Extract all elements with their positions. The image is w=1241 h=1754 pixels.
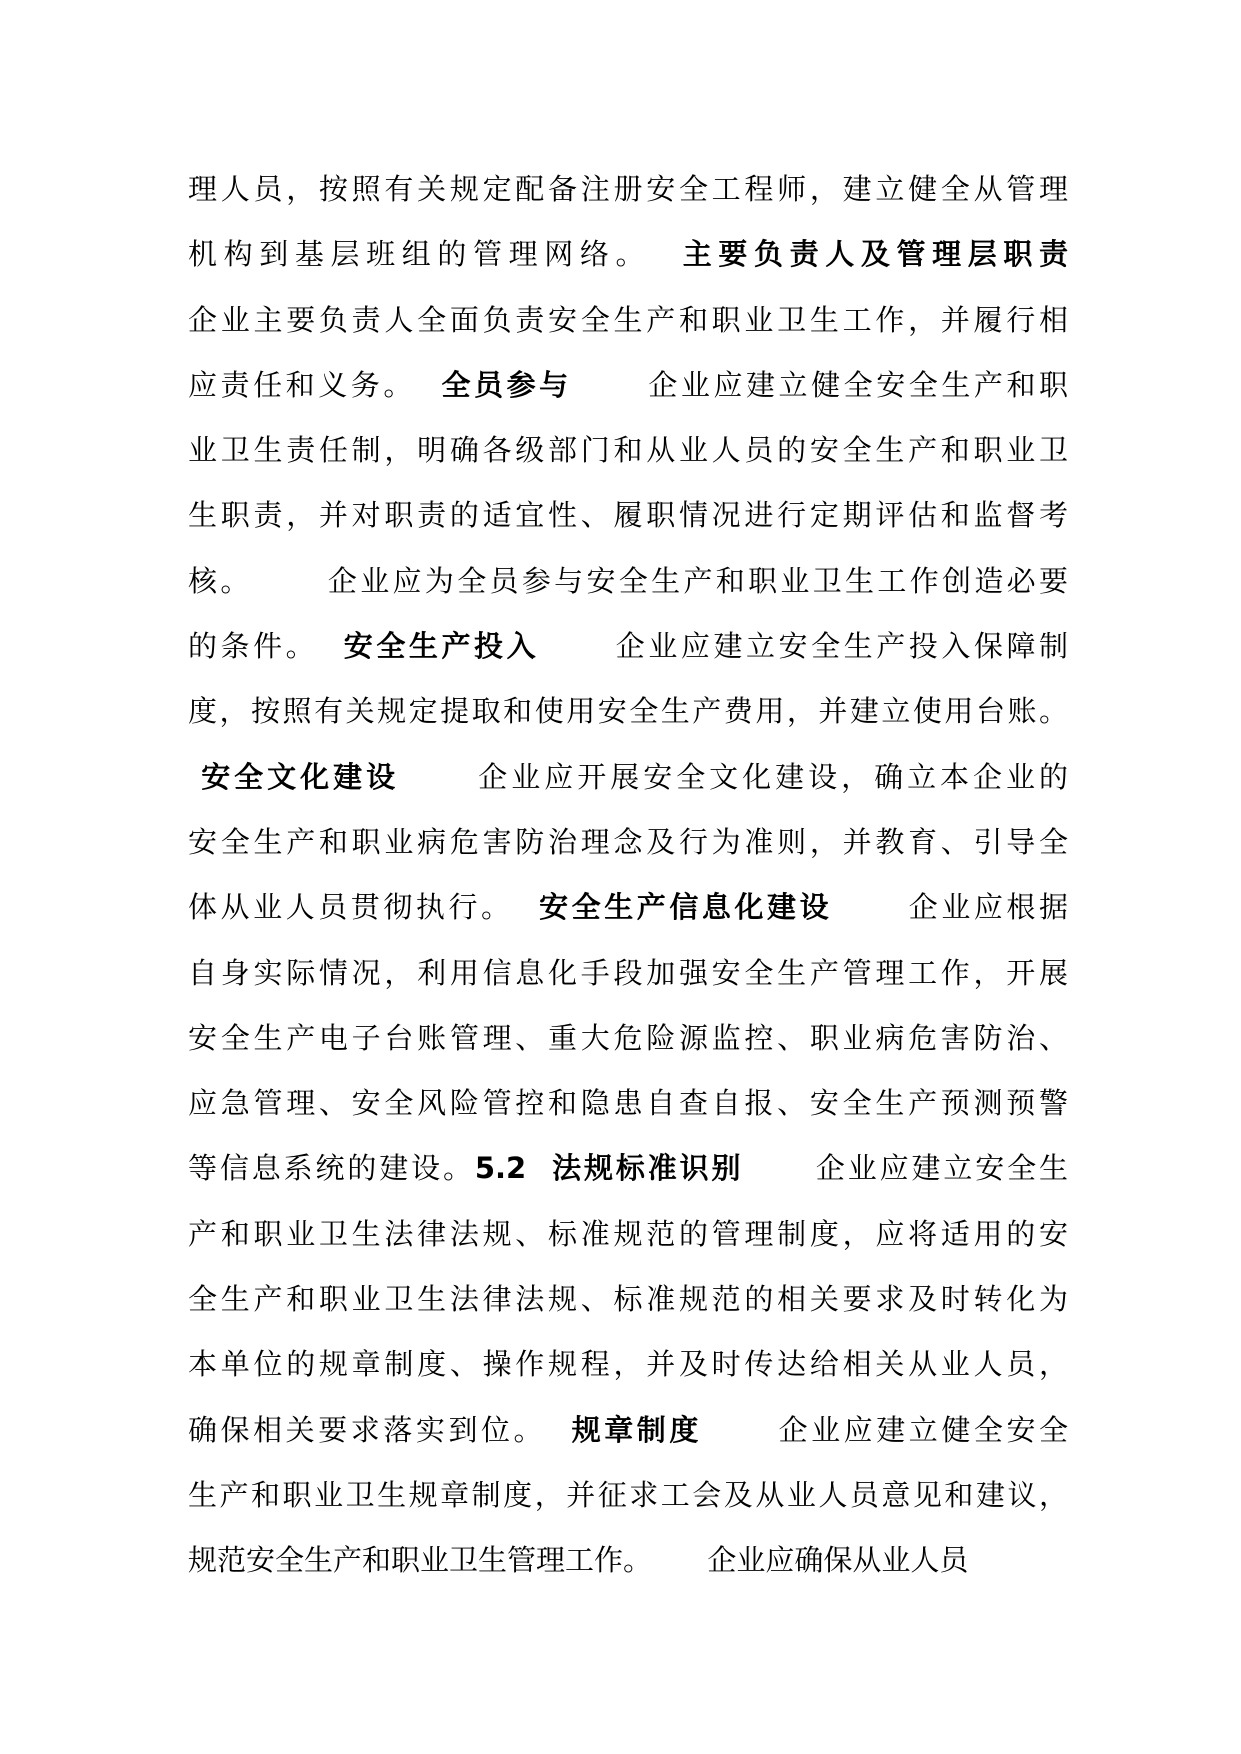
section-heading: 全员参与	[441, 367, 572, 402]
paragraph-text: 确保相关要求落实到位。	[188, 1412, 547, 1447]
paragraph-text: 企业应建立健全安全生产和职	[571, 367, 1068, 402]
paragraph-text: 安全生产电子台账管理、重大危险源监控、职业病危害防治、	[188, 1020, 1068, 1055]
section-heading: 规章制度	[571, 1412, 702, 1447]
text-line	[188, 549, 1068, 614]
text-line	[188, 1267, 1068, 1332]
body-text	[188, 157, 1068, 1594]
paragraph-text	[318, 629, 344, 663]
text-line	[188, 353, 1068, 418]
text-line	[188, 157, 1068, 222]
paragraph-text: 度，按照有关规定提取和使用安全生产费用，并建立使用台账。	[188, 694, 1068, 729]
text-line	[188, 418, 1068, 483]
paragraph-text: 业卫生责任制，明确各级部门和从业人员的安全生产和职业卫	[188, 433, 1068, 468]
text-line	[188, 810, 1068, 875]
text-line	[188, 745, 1068, 810]
paragraph-text: 等信息系统的建设。	[188, 1151, 475, 1186]
paragraph-text	[514, 890, 540, 924]
section-heading: 主要负责人及管理层职责	[682, 237, 1068, 272]
paragraph-text: 理人员，按照有关规定配备注册安全工程师，建立健全从管理	[188, 172, 1068, 206]
text-line	[188, 875, 1068, 940]
text-line	[188, 1006, 1068, 1071]
paragraph-text: 企业应建立安全生产投入保障制	[539, 629, 1068, 664]
text-line	[188, 483, 1068, 548]
paragraph-text	[651, 237, 683, 271]
text-line	[188, 1071, 1068, 1136]
text-line	[188, 1136, 1068, 1201]
paragraph-text: 企业应确保从业人员	[652, 1543, 969, 1578]
section-heading: 安全文化建设	[201, 759, 400, 794]
text-line	[188, 941, 1068, 1006]
paragraph-text: 自身实际情况，利用信息化手段加强安全生产管理工作，开展	[188, 955, 1068, 990]
paragraph-text: 体从业人员贯彻执行。	[188, 890, 514, 925]
section-heading: 安全生产投入	[343, 629, 540, 664]
paragraph-text: 核。	[188, 563, 253, 598]
paragraph-text: 规范安全生产和职业卫生管理工作。	[188, 1543, 653, 1578]
text-line	[188, 1202, 1068, 1267]
paragraph-text: 企业应建立安全生	[743, 1151, 1068, 1186]
paragraph-text: 应责任和义务。	[188, 367, 416, 402]
paragraph-text: 生职责，并对职责的适宜性、履职情况进行定期评估和监督考	[188, 498, 1068, 533]
paragraph-text: 本单位的规章制度、操作规程，并及时传达给相关从业人员，	[188, 1347, 1068, 1382]
paragraph-text	[416, 368, 442, 402]
paragraph-text: 安全生产和职业病危害防治理念及行为准则，并教育、引导全	[188, 824, 1068, 859]
text-line	[188, 1528, 1068, 1593]
paragraph-text: 企业应为全员参与安全生产和职业卫生工作创造必要	[252, 563, 1068, 598]
paragraph-text: 企业应开展安全文化建设，确立本企业的	[399, 759, 1068, 794]
paragraph-text: 的条件。	[188, 629, 319, 664]
paragraph-text: 应急管理、安全风险管控和隐患自查自报、安全生产预测预警	[188, 1086, 1068, 1121]
text-line	[188, 1398, 1068, 1463]
text-line	[188, 679, 1068, 744]
paragraph-text: 机构到基层班组的管理网络。	[188, 237, 652, 272]
paragraph-text	[188, 760, 201, 794]
paragraph-text: 企业主要负责人全面负责安全生产和职业卫生工作，并履行相	[188, 302, 1068, 337]
paragraph-text: 生产和职业卫生规章制度，并征求工会及从业人员意见和建议，	[188, 1477, 1068, 1512]
text-line	[188, 222, 1068, 287]
text-line	[188, 614, 1068, 679]
section-heading: 5.2 法规标准识别	[474, 1151, 744, 1186]
paragraph-text	[546, 1413, 572, 1447]
text-line	[188, 1332, 1068, 1397]
text-line	[188, 1463, 1068, 1528]
paragraph-text: 企业应建立健全安全	[701, 1412, 1068, 1447]
paragraph-text: 全生产和职业卫生法律法规、标准规范的相关要求及时转化为	[188, 1282, 1068, 1317]
paragraph-text: 企业应根据	[832, 890, 1068, 925]
paragraph-text: 产和职业卫生法律法规、标准规范的管理制度，应将适用的安	[188, 1216, 1068, 1251]
text-line	[188, 288, 1068, 353]
section-heading: 安全生产信息化建设	[539, 890, 833, 925]
